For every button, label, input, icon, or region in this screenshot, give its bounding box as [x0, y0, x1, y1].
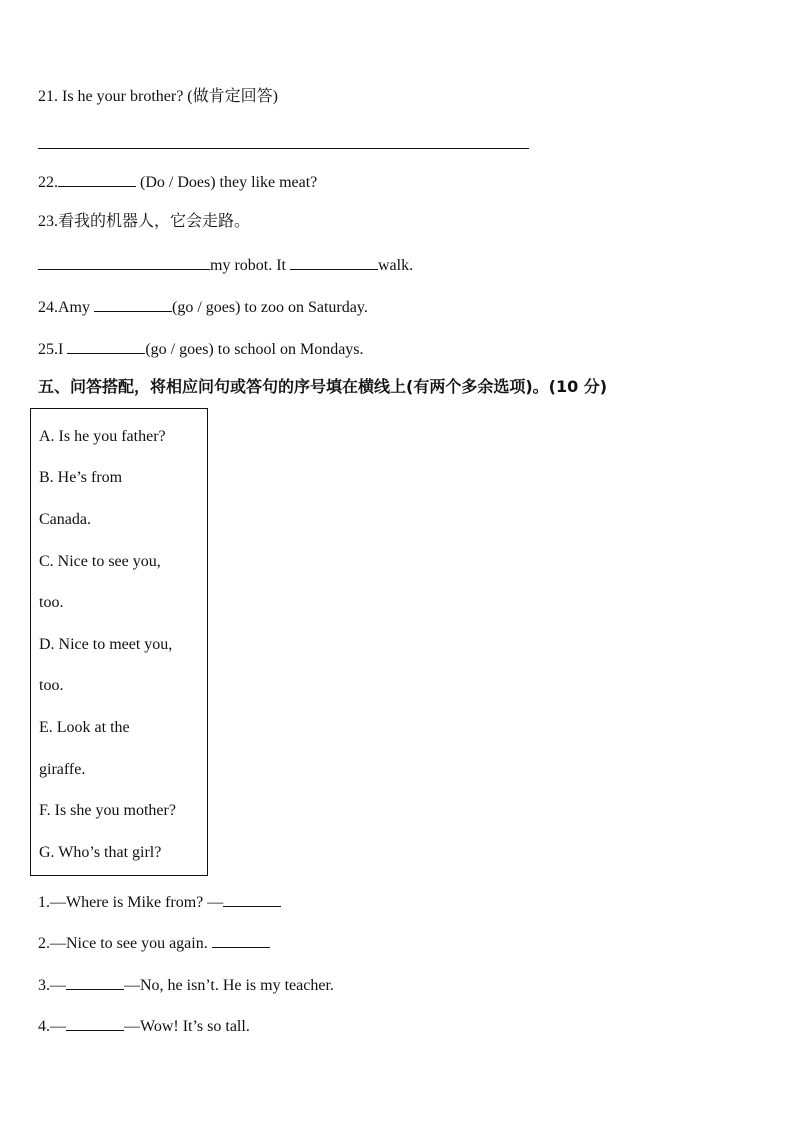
option-d: D. Nice to meet you, — [39, 636, 173, 653]
answer-blank[interactable] — [290, 253, 378, 270]
question-text: Is he your brother? (做肯定回答) — [58, 88, 278, 105]
item-text: —Wow! It’s so tall. — [124, 1018, 250, 1035]
item-text: —Nice to see you again. — [50, 935, 212, 952]
answer-blank[interactable] — [58, 170, 136, 187]
option-f: F. Is she you mother? — [39, 802, 176, 819]
question-number: 25. — [38, 341, 58, 358]
answer-blank[interactable] — [66, 973, 124, 990]
item-number: 4. — [38, 1018, 50, 1035]
question-23 — [38, 212, 250, 232]
match-item-4 — [38, 1014, 250, 1037]
item-text: — — [50, 1018, 66, 1035]
question-text: walk. — [378, 257, 414, 274]
option-e: E. Look at the — [39, 719, 130, 736]
answer-blank[interactable] — [223, 890, 281, 907]
question-text: my robot. It — [210, 257, 290, 274]
answer-blank[interactable] — [66, 1014, 124, 1031]
item-text: —Where is Mike from? — — [50, 894, 224, 911]
question-number: 23. — [38, 213, 58, 230]
section-heading: 五、问答搭配，将相应问句或答句的序号填在横线上(有两个多余选项)。(10 分) — [38, 377, 608, 396]
question-text: Amy — [58, 299, 94, 316]
item-number: 2. — [38, 935, 50, 952]
option-b: B. He’s from — [39, 469, 123, 486]
option-c-cont: too. — [39, 594, 64, 611]
answer-blank[interactable] — [212, 931, 270, 948]
match-item-2 — [38, 931, 270, 954]
question-number: 21. — [38, 88, 58, 105]
question-text: (go / goes) to zoo on Saturday. — [172, 299, 368, 316]
answer-line[interactable] — [38, 148, 529, 149]
question-text: I — [58, 341, 68, 358]
item-text: —No, he isn’t. He is my teacher. — [124, 977, 334, 994]
question-number: 24. — [38, 299, 58, 316]
option-b-cont: Canada. — [39, 511, 91, 528]
option-c: C. Nice to see you, — [39, 553, 161, 570]
question-25 — [38, 337, 364, 360]
question-23-answer — [38, 253, 413, 276]
item-text: — — [50, 977, 66, 994]
item-number: 3. — [38, 977, 50, 994]
question-text: (go / goes) to school on Mondays. — [145, 341, 364, 358]
question-21 — [38, 87, 278, 107]
option-d-cont: too. — [39, 677, 64, 694]
answer-blank[interactable] — [67, 337, 145, 354]
answer-blank[interactable] — [94, 295, 172, 312]
question-24 — [38, 295, 368, 318]
item-number: 1. — [38, 894, 50, 911]
match-item-1 — [38, 890, 281, 913]
question-text: 看我的机器人，它会走路。 — [58, 213, 251, 230]
option-g: G. Who’s that girl? — [39, 844, 162, 861]
question-number: 22. — [38, 174, 58, 191]
options-box — [30, 408, 208, 876]
option-e-cont: giraffe. — [39, 761, 86, 778]
match-item-3 — [38, 973, 334, 996]
question-text: (Do / Does) they like meat? — [136, 174, 318, 191]
question-22 — [38, 170, 317, 193]
answer-blank[interactable] — [38, 253, 210, 270]
option-a: A. Is he you father? — [39, 428, 166, 445]
